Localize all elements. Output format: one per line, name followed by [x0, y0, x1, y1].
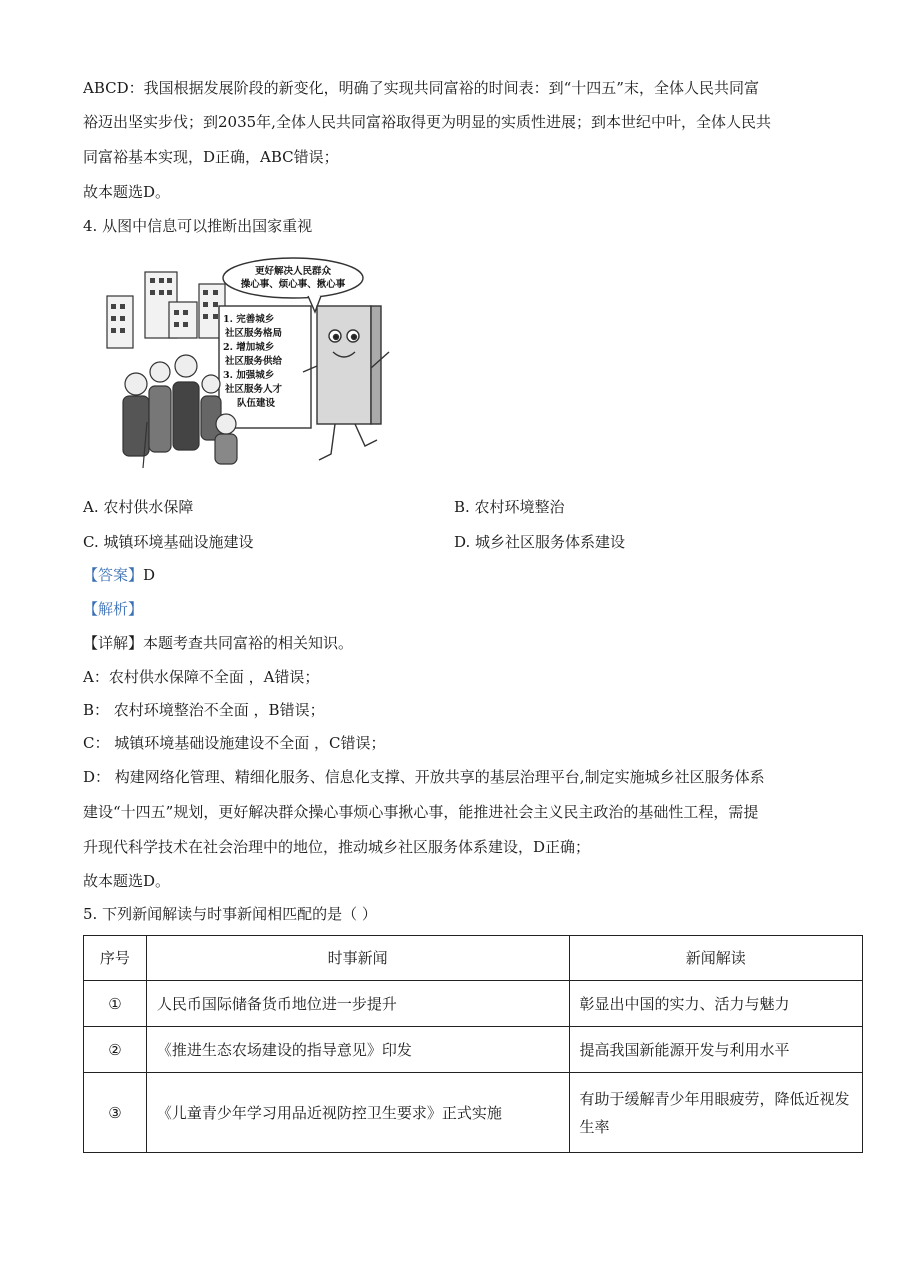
- q4-detail-line-7: 升现代科学技术在社会治理中的地位，推动城乡社区服务体系建设，D正确；: [83, 838, 591, 856]
- header-index: 序号: [84, 936, 147, 981]
- q5-stem: 5. 下列新闻解读与时事新闻相匹配的是（ ）: [83, 905, 377, 923]
- q4-option-a: A. 农村供水保障: [83, 498, 194, 516]
- board-line-2: 社区服务格局: [225, 328, 283, 339]
- board-line-1: 1. 完善城乡: [223, 314, 275, 325]
- prev-answer-line-1: ABCD：我国根据发展阶段的新变化，明确了实现共同富裕的时间表：到“十四五”末，全体人民共同富: [83, 79, 759, 97]
- table-row: [84, 1027, 863, 1073]
- bubble-text-2: 操心事、烦心事、揪心事: [240, 279, 346, 290]
- row-interpretation: 提高我国新能源开发与利用水平: [569, 1027, 863, 1073]
- q4-detail-line-3: B： 农村环境整治不全面 ，B错误；: [83, 701, 325, 719]
- q4-detail-line-5: D： 构建网络化管理、精细化服务、信息化支撑、开放共享的基层治理平台,制定实施城乡社区服务体系: [83, 768, 765, 786]
- row-interpretation: 有助于缓解青少年用眼疲劳，降低近视发生率: [569, 1073, 863, 1153]
- row-index: ①: [84, 981, 147, 1027]
- row-news: 《推进生态农场建设的指导意见》印发: [146, 1027, 569, 1073]
- board-line-5: 3. 加强城乡: [223, 370, 275, 381]
- board-line-6: 社区服务人才: [225, 384, 283, 395]
- row-interpretation: 彰显出中国的实力、活力与魅力: [569, 981, 863, 1027]
- row-news: 《儿童青少年学习用品近视防控卫生要求》正式实施: [146, 1073, 569, 1153]
- q4-detail-line-6: 建设“十四五”规划，更好解决群众操心事烦心事揪心事，能推进社会主义民主政治的基础性工程，需提: [83, 803, 759, 821]
- q4-detail-line-8: 故本题选D。: [83, 872, 171, 890]
- answer-value: D: [143, 566, 156, 584]
- board-line-3: 2. 增加城乡: [223, 342, 275, 353]
- answer-label: 【答案】: [83, 566, 144, 584]
- speech-bubble: [223, 258, 363, 298]
- q4-cartoon-figure: [103, 256, 397, 476]
- city-buildings-illustration: [107, 272, 225, 348]
- prev-answer-conclusion: 故本题选D。: [83, 183, 171, 201]
- table-row: [84, 1073, 863, 1153]
- prev-answer-line-2: 裕迈出坚实步伐；到2035年,全体人民共同富裕取得更为明显的实质性进展；到本世纪中叶，全体人民共: [83, 113, 771, 131]
- board-line-4: 社区服务供给: [225, 356, 283, 367]
- q4-option-b: B. 农村环境整治: [454, 498, 565, 516]
- row-index: ②: [84, 1027, 147, 1073]
- prev-answer-line-3: 同富裕基本实现，D正确，ABC错误；: [83, 148, 339, 166]
- book-character-illustration: [303, 306, 389, 460]
- header-interpretation: 新闻解读: [569, 936, 863, 981]
- row-index: ③: [84, 1073, 147, 1153]
- q4-detail-line-4: C： 城镇环境基础设施建设不全面 ，C错误；: [83, 734, 386, 752]
- header-news: 时事新闻: [146, 936, 569, 981]
- q4-analysis-label: 【解析】: [83, 600, 144, 618]
- q5-news-table: [83, 935, 863, 1153]
- q4-detail-line-1: 【详解】本题考查共同富裕的相关知识。: [83, 634, 354, 652]
- row-news: 人民币国际储备货币地位进一步提升: [146, 981, 569, 1027]
- bubble-text-1: 更好解决人民群众: [254, 266, 332, 277]
- q4-stem: 4. 从图中信息可以推断出国家重视: [83, 217, 313, 235]
- q4-answer: [83, 565, 155, 585]
- q4-option-d: D. 城乡社区服务体系建设: [454, 533, 626, 551]
- board-line-7: 队伍建设: [237, 398, 276, 409]
- table-row: [84, 981, 863, 1027]
- q4-detail-line-2: A：农村供水保障不全面 ，A错误；: [83, 668, 320, 686]
- table-header-row: [84, 936, 863, 981]
- q4-option-c: C. 城镇环境基础设施建设: [83, 533, 254, 551]
